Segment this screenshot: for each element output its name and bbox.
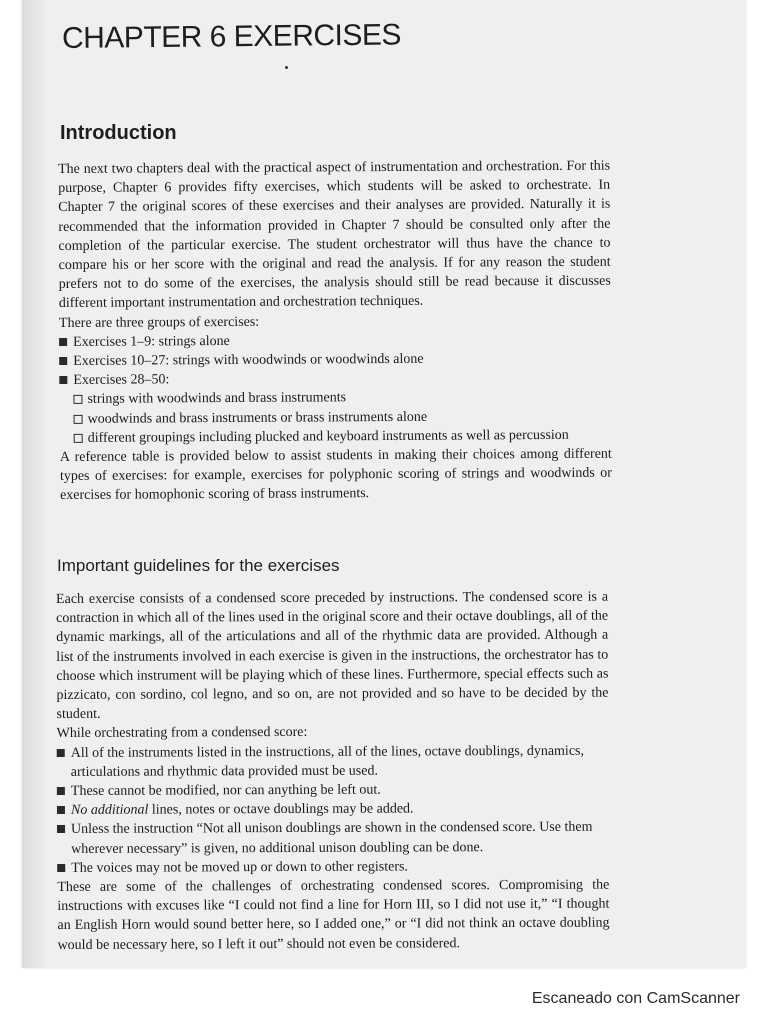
hollow-square-bullet-icon bbox=[74, 414, 83, 423]
italic-emphasis: No additional bbox=[70, 802, 149, 819]
page-binding-edge bbox=[22, 0, 44, 968]
list-item: woodwinds and brass instruments or brass instruments alone bbox=[60, 406, 612, 429]
list-item: These cannot be modified, nor can anything be left out. bbox=[57, 780, 609, 802]
square-bullet-icon bbox=[57, 825, 65, 833]
rules-intro: While orchestrating from a condensed score: bbox=[56, 725, 308, 742]
list-item: Exercises 28–50: bbox=[59, 368, 611, 391]
introduction-paragraph: The next two chapters deal with the practical aspect of instrumentation and orchestration. For this purpose, Chapter 6 provides fifty exercises, which students will be asked to orchestrate. In Chapter 7 the original scores of these exercises and their analyses are provided. Naturally it is recommended that the information provided in Chapter 7 should be consulted only after the completion of the particular exercise. The student orchestrator will thus have the chance to compare his or her score with the original and read the analysis. If for any reason the student prefers not to do some of the exercises, the analysis should still be read because it discusses different important instrumentation and orchestration techniques. bbox=[58, 158, 611, 312]
chapter-title: CHAPTER 6 EXERCISES bbox=[61, 18, 402, 55]
list-item: All of the instruments listed in the instructions, all of the lines, octave doublings, dynamics, articulations and rhythmic data provided must be used. bbox=[57, 741, 609, 782]
exercise-groups-list bbox=[59, 329, 611, 390]
exercise-subgroups-list bbox=[59, 387, 611, 448]
square-bullet-icon bbox=[57, 864, 65, 872]
list-item: Exercises 10–27: strings with woodwinds or woodwinds alone bbox=[59, 349, 611, 372]
list-item: Unless the instruction “Not all unison doublings are shown in the condensed score. Use them wherever necessary” is given, no additional unison doubling can be done. bbox=[57, 818, 609, 859]
groups-intro: There are three groups of exercises: bbox=[58, 314, 260, 331]
square-bullet-icon bbox=[57, 806, 65, 814]
hollow-square-bullet-icon bbox=[74, 434, 83, 443]
introduction-heading: Introduction bbox=[60, 122, 177, 144]
list-item: different groupings including plucked and keyboard instruments as well as percussion bbox=[60, 425, 612, 448]
list-item: Exercises 1–9: strings alone bbox=[59, 329, 611, 352]
rules-list bbox=[57, 741, 610, 878]
guidelines-closing: These are some of the challenges of orchestrating condensed scores. Compromising the instructions with excuses like “I could not find a line for Horn III, so I did not use it,” “I thought an English Horn would sound better here, so I added one,” or “I did not think an octave doubling would be necessary here, so I left it out” should not even be considered. bbox=[57, 877, 610, 953]
list-item: No additional lines, notes or octave doublings may be added. bbox=[57, 799, 609, 821]
square-bullet-icon bbox=[59, 357, 67, 365]
hollow-square-bullet-icon bbox=[73, 395, 82, 404]
square-bullet-icon bbox=[57, 787, 65, 795]
scan-speck bbox=[285, 66, 288, 69]
list-item: The voices may not be moved up or down to other registers. bbox=[57, 856, 609, 878]
introduction-closing: A reference table is provided below to assist students in making their choices among different types of exercises: for example, exercises for polyphonic scoring of strings and woodwinds or exercises for homophonic scoring of brass instruments. bbox=[59, 446, 612, 504]
guidelines-section bbox=[56, 588, 610, 955]
scanner-watermark: Escaneado con CamScanner bbox=[531, 990, 740, 1007]
square-bullet-icon bbox=[59, 338, 67, 346]
guidelines-paragraph: Each exercise consists of a condensed score preceded by instructions. The condensed score is a contraction in which all of the lines used in the original score and their octave doublings, all of the dynamic markings, all of the articulations and all of the rhythmic data are provided. Although a list of the instruments involved in each exercise is given in the instructions, the orchestrator has to choose which instrument will be playing which of these lines. Furthermore, special effects such as pizzicato, con sordino, col legno, and so on, are not provided and so have to be decided by the student. bbox=[56, 589, 609, 723]
list-item: strings with woodwinds and brass instruments bbox=[59, 387, 611, 410]
square-bullet-icon bbox=[59, 376, 67, 384]
square-bullet-icon bbox=[57, 749, 65, 757]
guidelines-heading: Important guidelines for the exercises bbox=[57, 556, 340, 575]
introduction-section bbox=[58, 157, 612, 506]
